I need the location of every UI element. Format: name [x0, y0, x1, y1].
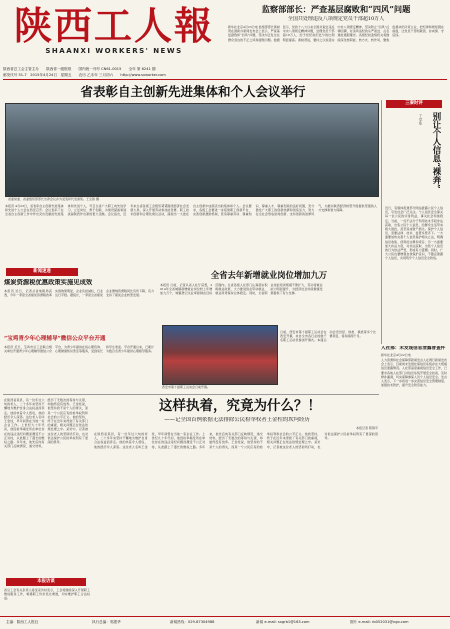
top-right-headline: 监察部部长：严查基层腐败和“四风”问题 — [261, 4, 411, 14]
column-box — [381, 100, 446, 344]
bottom-left-label: 本报访谈 — [6, 578, 86, 586]
left-box-headline-2: “宝鸡青少年心理辅导”微信公众平台开通 — [4, 336, 106, 342]
essay-headline: 这样执着，究竟为什么？！ — [159, 398, 321, 414]
bottom-right-body: 人力资源和社会保障部新闻发言人在例行新闻发布会上表示，目前尚未发现社保信息系统存在大规模信息泄露情况。人社部高度重视信息安全工作，已要求各地人社部门对信息系统开展安全检查，及时修补漏洞，切实保障参保人员个人信息安全。发言人表示，下一步将进一步完善信息安全管理制度，加强技术防护，提升安全防范能力。 — [381, 358, 447, 388]
bottom-right-byline: 新华社北京4月22日电 — [381, 353, 411, 357]
masthead-meta-2: 邮发代号 51-7 2015年4月24日 星期五 农历 乙未年 三月初六 http://www.sxworker.com — [3, 73, 166, 77]
middle-body-2: 日前，西安市第十届职工运动会在西安开幕，来自全市各行业的数千名职工运动员参加开幕式。本届运动会设田径、球类、棋类等多个比赛项目，将持续两个月。 — [280, 330, 376, 343]
lead-photo — [5, 103, 379, 197]
footer — [0, 616, 450, 629]
footer-hotline: 新闻热线：029-87304988 — [170, 620, 215, 624]
middle-photo — [162, 325, 278, 385]
top-right-body: 新华社北京4月23日电 监察部部长黄树贤在国新办新闻发布会上表示，严查基层腐败和“四风”问题，坚决纠正发生在群众身边的不正之风和腐败问题。数据显示，党的十八大以来全国共查处违反中央八项规定精神问题，处理党员干部超10万人，给予党纪政纪处分的比例明显提高。黄树贤说，要持之以恒落实中央八项规定精神，坚决防止“四风”反弹回潮，对顶风违纪的从严查处、点名道姓通报曝光。各级纪检监察机关将继续深化转职能、转方式、转作风，聚焦监督执纪问责主业，把纪律和规矩挺在前面，让党员干部知敬畏、存戒惧、守底线。 — [228, 25, 444, 42]
left-box-headline-1: 煤炭资源税优惠政策实施见成效 — [4, 279, 93, 286]
left-lower-body: 在陕西省某县，有一位年过六旬的老人，二十多年来坚持不懈地为维护自身合法权益而奔走。他的执着令人感叹，他的经历令人深思。这位老人名叫王金柱，早年间曾在当地一家企业工作。上世纪九十年代初，他因检举揭发所在单位存在的违法违纪问题而遭受不公正对待，从此踏上了漫长的维权之路。多年来，他先后向有关部门反映情况，递交材料，经历了无数次的等待与失望，却始终没有放弃。王金柱说，他坚持的不是个人的得失，而是一个公民应有的检举权利和社会的公平正义。他的坚持，终于在近年来得到了有关部门的重视，相关问题正在依法依规处理之中。采访中，记者被这位老人的坚韧所打动，也对依法保护公民检举权利有了更深的思考。 — [4, 398, 88, 449]
essay-subheadline: ——记全国首例依据无法排除公民检举权者王金柱的坎坷经历 — [164, 417, 310, 423]
column-byline: 丁学东 — [419, 114, 423, 125]
footer-photo-email: 图片 e-mail: rb052031@ngo.com — [350, 620, 409, 624]
masthead-rule — [3, 79, 447, 80]
footer-exec-editor: 执行总编：郭建华 — [92, 620, 121, 624]
lead-photo-caption: 省委常委、省委组织部部长出席会议并为受表彰代表颁奖。王全锋 摄 — [8, 197, 99, 201]
masthead-title: 陕西工人報 — [13, 3, 214, 48]
footer-editor: 主编：陕西工人报社 — [6, 620, 39, 624]
top-right-subheadline: 全国共处理违反八项规定党员干部超10万人 — [287, 16, 385, 22]
masthead — [6, 3, 222, 65]
column-body: 近日，有媒体报道部分网站泄露公民个人信息，引发社会广泛关注。个人信息安全事关每一位公民的切身利益，事关社会和谐稳定。当前，一些不法分子利用技术手段非法获取、出售公民个人信息，给群众生活带来极大困扰，甚至造成财产损失。保护个人信息，需要法律、技术、监管多管齐下。一方面要加快完善个人信息保护相关立法，明确信息收集、使用的边界和责任；另一方面要加大执法力度，对非法获取、出售个人信息的行为依法严惩，形成有力震慑。同时，广大公民也要增强自我保护意识，不随意泄露个人信息，共同筑牢个人信息安全防线。 — [385, 206, 443, 261]
lead-headline: 省表彰自主创新先进集体和个人会议举行 — [80, 84, 306, 99]
essay-byline: 本报记者 陈锦平 — [356, 426, 378, 430]
masthead-meta-1: 陕西省总工会主管主办 陕西省一级报纸 国内统一刊号 CN61-0015 全年 第 6241 期 — [3, 67, 156, 71]
column-label: 三秦时评 — [386, 100, 442, 108]
essay-body: 在陕西省某县，有一位年过六旬的老人，二十多年来坚持不懈地为维护自身合法权益而奔走。他的执着令人感叹，他的经历令人深思。这位老人名叫王金柱，早年间曾在当地一家企业工作。上世纪九十年代初，他因检举揭发所在单位存在的违法违纪问题而遭受不公正对待，从此踏上了漫长的维权之路。多年来，他先后向有关部门反映情况，递交材料，经历了无数次的等待与失望，却始终没有放弃。王金柱说，他坚持的不是个人的得失，而是一个公民应有的检举权利和社会的公平正义。他的坚持，终于在近年来得到了有关部门的重视，相关问题正在依法依规处理之中。采访中，记者被这位老人的坚韧所打动，也对依法保护公民检举权利有了更深的思考。 — [94, 432, 378, 449]
left-box-label: 新闻速递 — [6, 268, 78, 276]
footer-news-email: 新闻 e-mail: sxgrb1@163.com — [256, 620, 310, 624]
lead-body: 本报讯 4月23日，省表彰自主创新先进集体和先进个人大会在西安召开。会议表彰了在全省自主创新工作中作出突出贡献的先进集体和先进个人，号召全省广大职工向先进学习，立足岗位、勇于创新，为建设富裕和谐美丽陕西作出新的更大贡献。会议指出，近年来全省各级工会组织紧紧围绕经济社会发展大局，深入开展劳动和技能竞赛、职工技术创新和合理化建议活动，涌现出一大批在自主创新中成绩突出的集体和个人。会议要求，各级工会要进一步搭建职工创新平台，完善创新激励机制，营造尊重劳动、尊重知识、尊重人才、尊重创造的良好氛围，充分激发广大职工的创新热情和创造活力，努力在全社会形成崇尚创新、支持创新的浓厚风气，为推动陕西经济转型升级提供坚强的人才支撑和智力保障。 — [5, 204, 377, 217]
bottom-right-headline: 人社部：未发现信息泄露普查件 — [381, 346, 446, 351]
bottom-left-body: 省总工会有关负责人接受采访时表示，工会将继续深入开展职工维权服务工作，畅通职工诉求表达渠道，切实维护职工合法权益。 — [4, 588, 90, 601]
middle-photo-caption: 西安市第十届职工运动会日前开幕。 — [162, 385, 211, 389]
left-box-body-2: 本报讯 近日，宝鸡市总工会联合相关单位开通青少年心理辅导微信公众平台，为青少年提供在线心理咨询、心理健康知识普及等服务，受到家长和学生欢迎。平台开通以来，已累计为数百名青少年提供心理疏导服务。 — [4, 345, 154, 354]
middle-body: 本报讯 日前，记者从省人社厅获悉，2014年全省城镇新增就业岗位较上年增加九万个，城镇登记失业率控制在目标范围内。全省各级人社部门认真落实积极就业政策，大力推进创业带动就业，就业局势保持总体稳定。同时，全省职业技能培训规模不断扩大，劳动者就业能力明显提升，为经济社会持续健康发展提供了有力支撑。 — [160, 283, 323, 296]
middle-headline: 全省去年新增就业岗位增加九万 — [210, 270, 328, 280]
left-box-body-1: 本报讯 近日，记者从省地税局获悉，今年一季度全省煤炭资源税改革实施效果明显，企业负担减轻，行业运行平稳。据统计，一季度全省煤炭企业缴纳资源税同比有所下降，有力支持了煤炭企业转型发展。 — [4, 289, 154, 298]
column-title: 别让个人信息“裸奔” — [432, 112, 442, 189]
masthead-subtitle: SHAANXI WORKERS' NEWS — [45, 47, 183, 55]
